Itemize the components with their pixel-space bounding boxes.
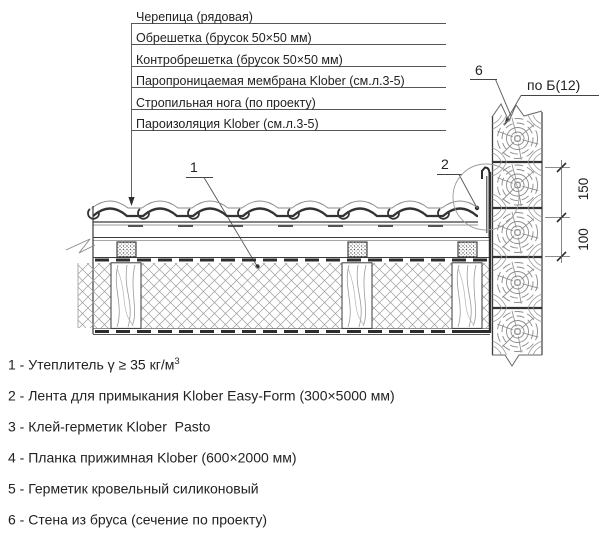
callout-2-tape: 2 <box>441 156 449 172</box>
legend-item-1: 1 - Утеплитель γ ≥ 35 $кг/м^3$ <box>8 356 180 373</box>
layer-label-rafter: Стропильная нога (по проекту) <box>136 96 316 110</box>
tile-layer <box>88 201 478 226</box>
legend-item-5: 5 - Герметик кровельный силиконовый <box>8 480 259 497</box>
callout-1-insulation: 1 <box>190 159 198 175</box>
layer-label-counter-batten: Контробрешетка (брусок 50×50 мм) <box>136 53 343 67</box>
dimension-lines <box>545 160 570 263</box>
legend-item-4: 4 - Планка прижимная Klober (600×2000 мм) <box>8 449 297 466</box>
layer-label-tile: Черепица (рядовая) <box>136 10 253 24</box>
dimension-100: 100 <box>576 228 591 251</box>
callout-6-wall: 6 <box>475 62 483 78</box>
legend-item-2: 2 - Лента для примыкания Klober Easy-Form (300×5000 мм) <box>8 387 395 404</box>
legend-item-6: 6 - Стена из бруса (сечение по проекту) <box>8 511 268 528</box>
layer-label-batten: Обрешетка (брусок 50×50 мм) <box>136 31 312 45</box>
layer-label-membrane: Паропроницаемая мембрана Klober (см.л.3-5) <box>136 74 405 88</box>
section-reference: по Б(12) <box>527 77 581 93</box>
legend-item-3: 3 - Клей-герметик Klober Pasto <box>8 418 211 435</box>
dimension-150: 150 <box>576 177 591 201</box>
layer-label-vapour-barrier: Пароизоляция Klober (см.л.3-5) <box>136 117 319 131</box>
